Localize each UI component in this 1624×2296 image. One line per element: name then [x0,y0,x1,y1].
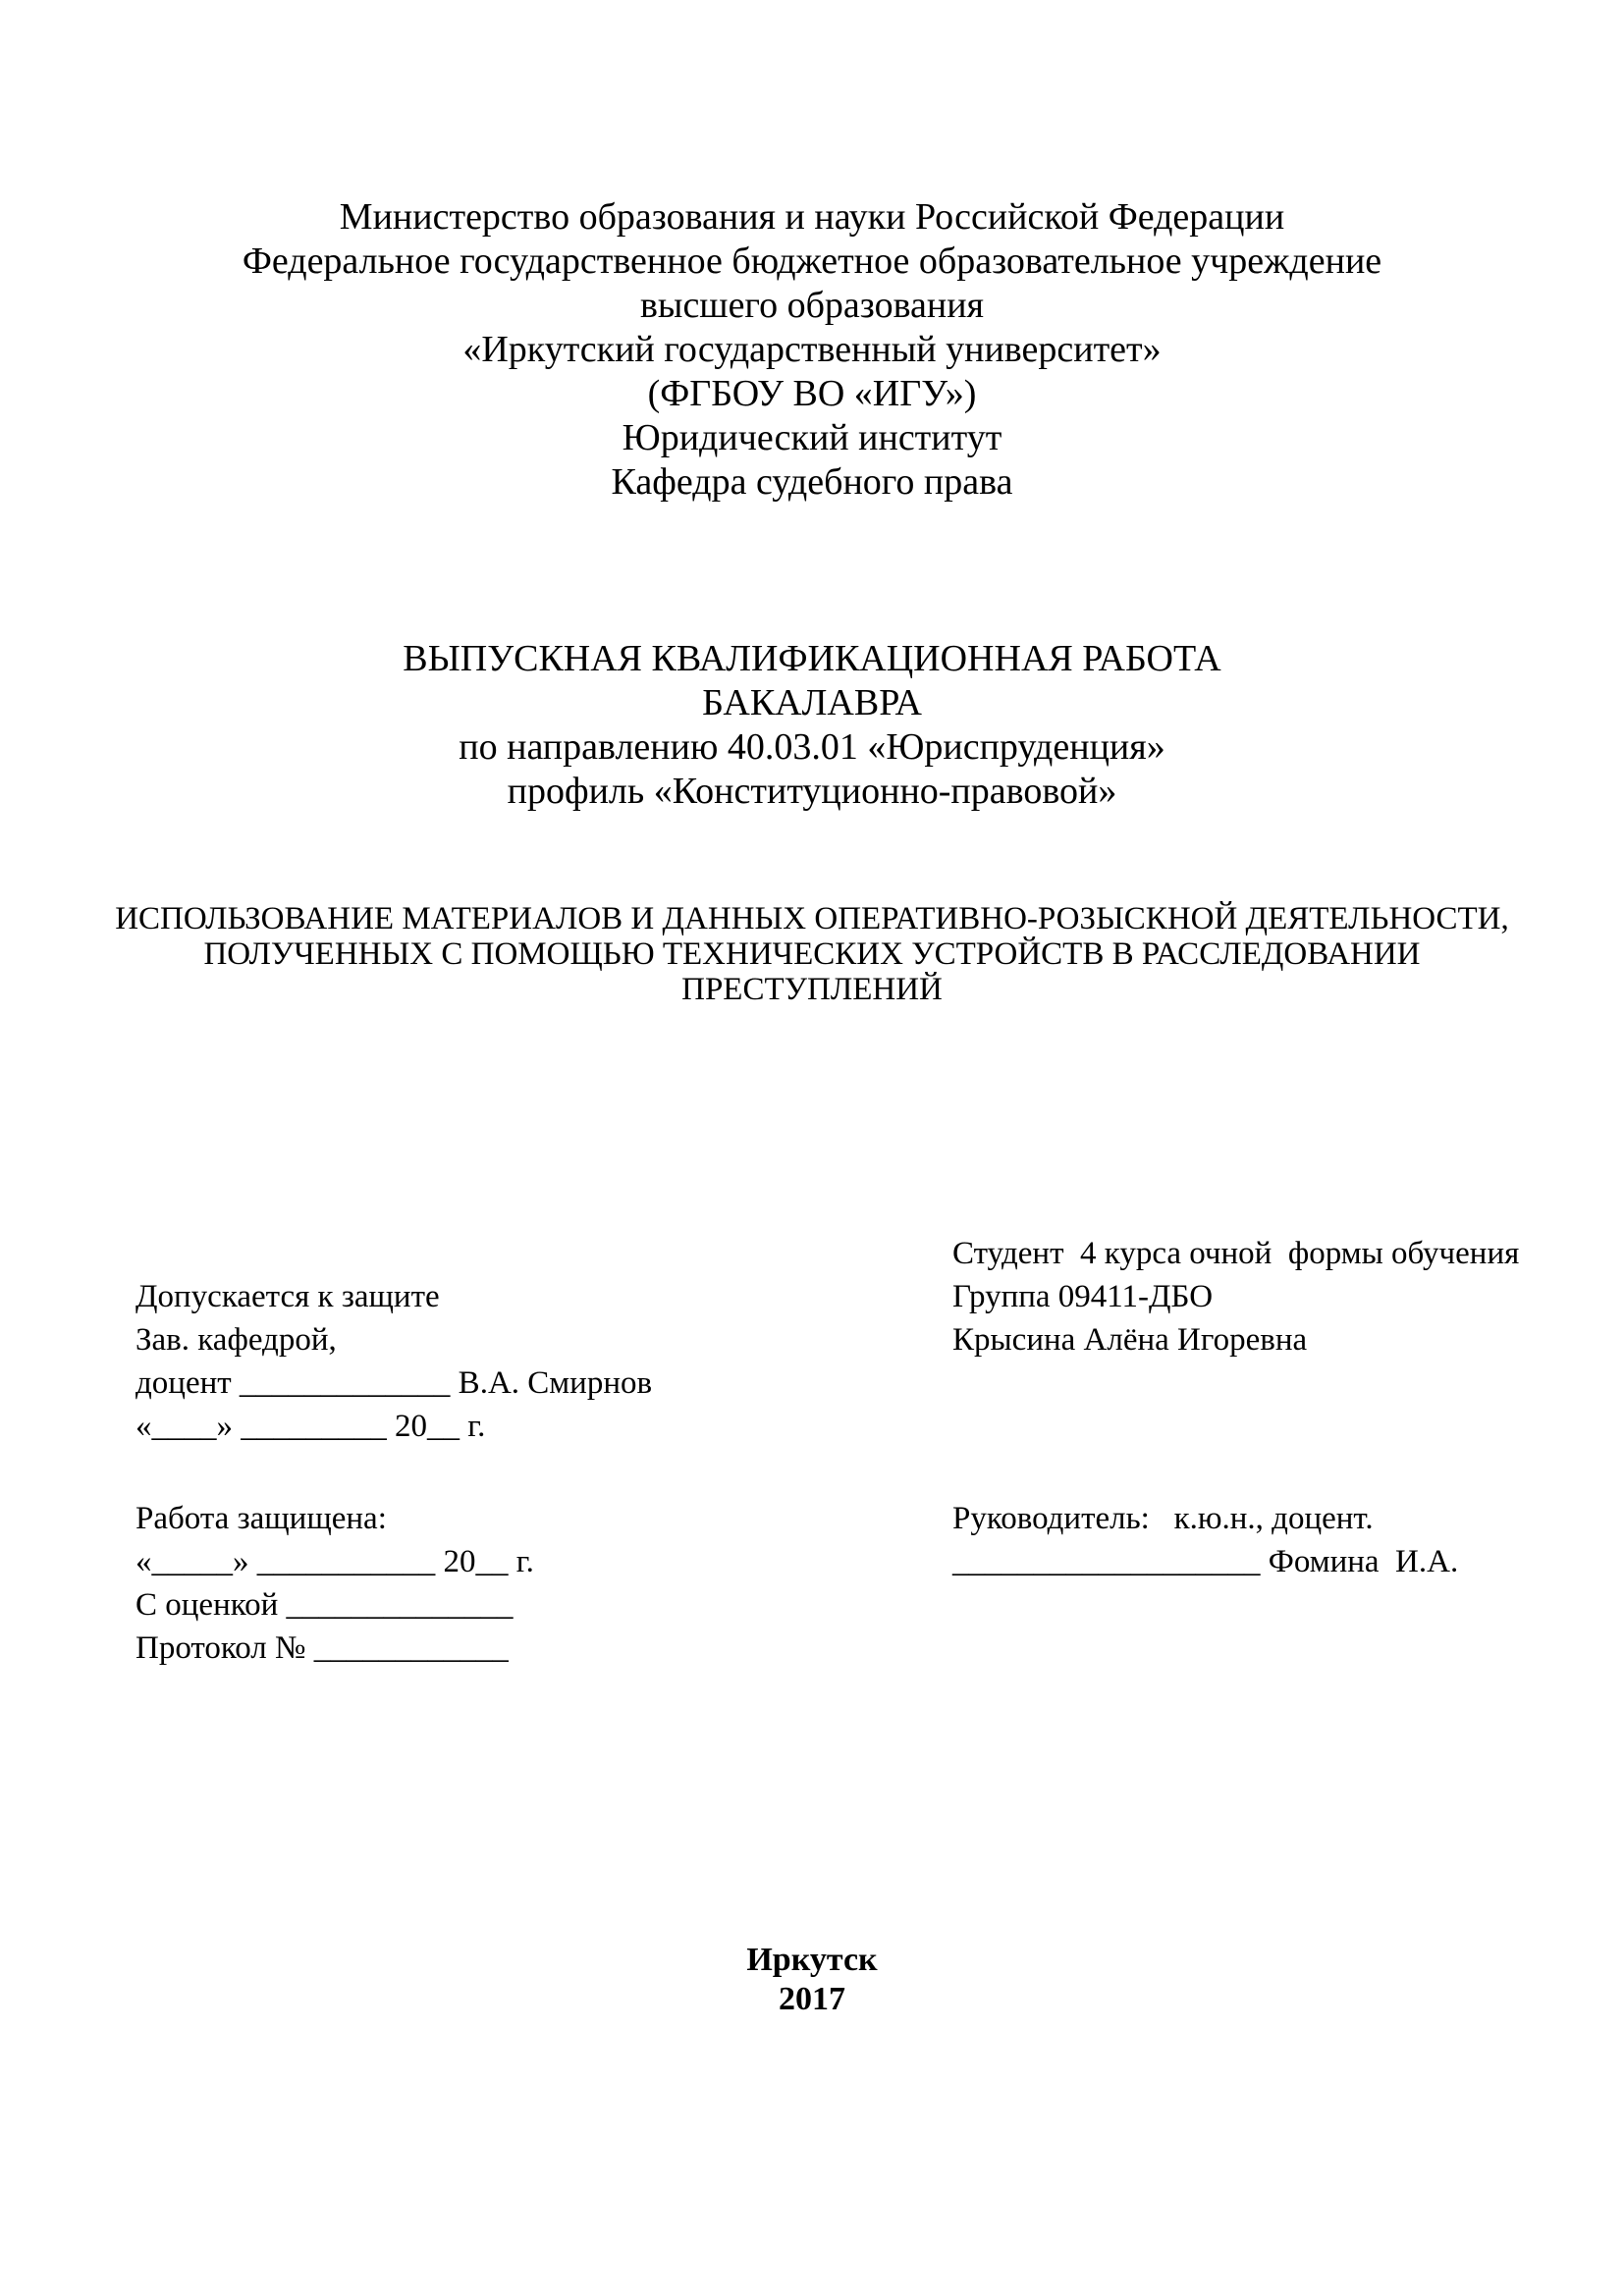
work-type-line: ВЫПУСКНАЯ КВАЛИФИКАЦИОННАЯ РАБОТА [403,638,1221,679]
institute-line: Юридический институт [622,417,1002,458]
profile-line: профиль «Конституционно-правовой» [507,771,1117,812]
head-of-department-line: Зав. кафедрой, [135,1322,337,1358]
student-name-line: Крысина Алёна Игоревна [952,1322,1308,1358]
education-level-line: высшего образования [639,285,985,326]
admission-title-line: Допускается к защите [135,1279,440,1314]
university-abbrev-line: (ФГБОУ ВО «ИГУ») [647,373,977,414]
defense-title-line: Работа защищена: [135,1501,387,1536]
direction-line: по направлению 40.03.01 «Юриспруденция» [459,726,1165,768]
admission-date-line: «____» _________ 20__ г. [135,1409,486,1444]
institution-type-line: Федеральное государственное бюджетное образовательное учреждение [242,240,1382,282]
defense-date-line: «_____» ___________ 20__ г. [135,1544,534,1579]
supervisor-title-line: Руководитель: к.ю.н., доцент. [952,1501,1374,1536]
department-line: Кафедра судебного права [611,461,1013,503]
topic-line-3: ПРЕСТУПЛЕНИЙ [681,972,943,1007]
supervisor-signature-line: ___________________ Фомина И.А. [952,1544,1459,1579]
student-group-line: Группа 09411-ДБО [952,1279,1214,1314]
protocol-line: Протокол № ____________ [135,1630,509,1666]
city: Иркутск [746,1942,878,1978]
year: 2017 [779,1981,845,2017]
university-name-line: «Иркутский государственный университет» [462,329,1162,370]
degree-level-line: БАКАЛАВРА [702,682,922,723]
topic-line-1: ИСПОЛЬЗОВАНИЕ МАТЕРИАЛОВ И ДАННЫХ ОПЕРАТИВНО-РОЗЫСКНОЙ ДЕЯТЕЛЬНОСТИ, [115,901,1509,936]
student-course-line: Студент 4 курса очной формы обучения [952,1236,1520,1271]
topic-line-2: ПОЛУЧЕННЫХ С ПОМОЩЬЮ ТЕХНИЧЕСКИХ УСТРОЙСТВ В РАССЛЕДОВАНИИ [203,936,1421,972]
docent-signature-line: доцент _____________ В.А. Смирнов [135,1365,653,1401]
ministry-line: Министерство образования и науки Российской Федерации [339,196,1285,238]
grade-line: С оценкой ______________ [135,1587,514,1623]
